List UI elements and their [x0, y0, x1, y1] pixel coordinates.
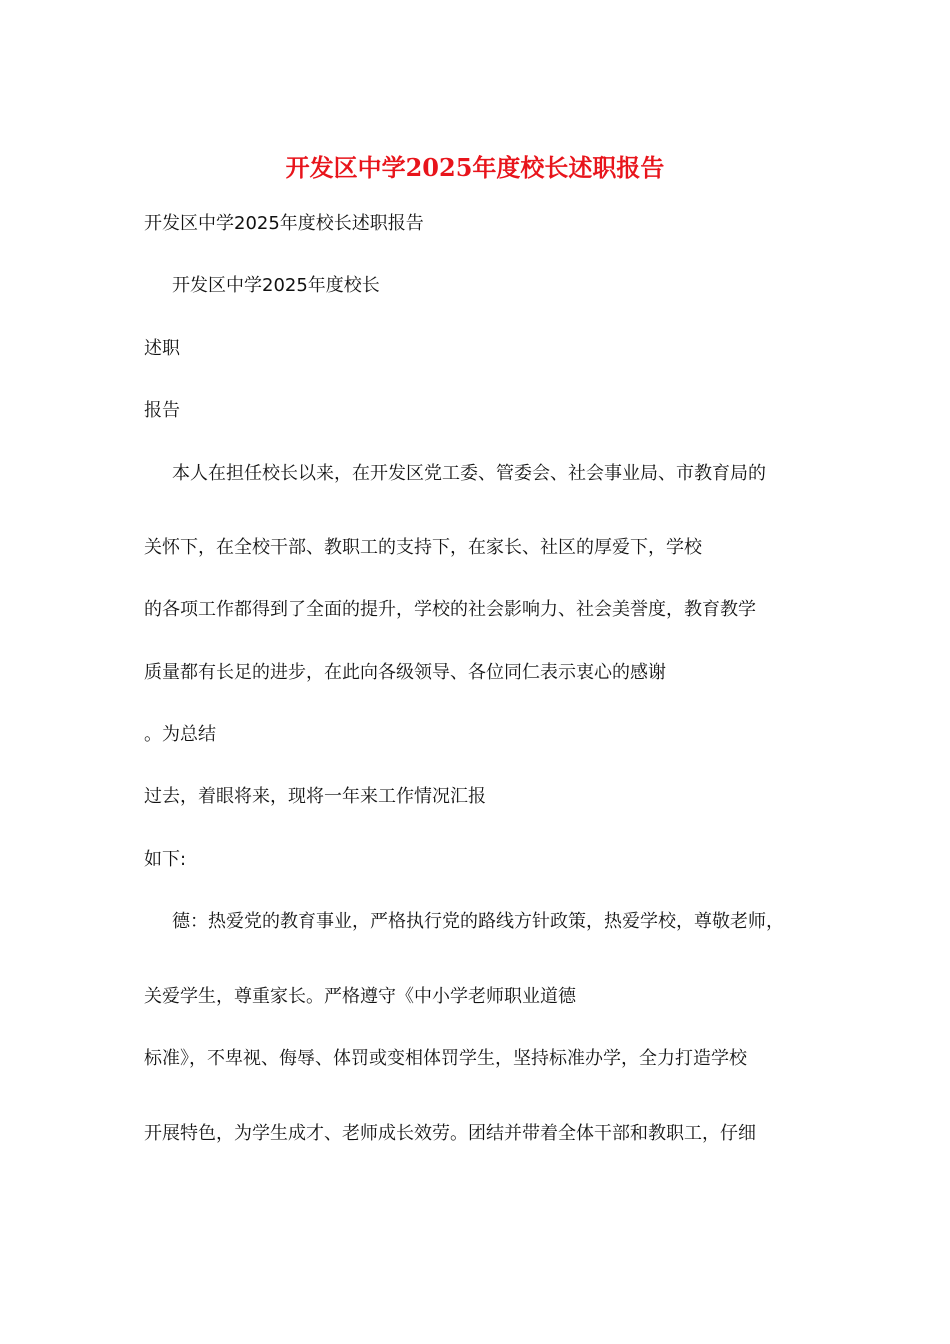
- document-title: 开发区中学2025年度校长述职报告: [285, 153, 665, 182]
- body-line: 本人在担任校长以来，在开发区党工委、管委会、社会事业局、市教育局的: [172, 463, 766, 484]
- body-line: 质量都有长足的进步，在此向各级领导、各位同仁表示衷心的感谢: [144, 662, 666, 683]
- body-line: 开发区中学2025年度校长: [172, 275, 380, 296]
- body-line: 开发区中学2025年度校长述职报告: [144, 213, 424, 234]
- body-line: 关爱学生，尊重家长。严格遵守《中小学老师职业道德: [144, 986, 576, 1007]
- body-line: 的各项工作都得到了全面的提升，学校的社会影响力、社会美誉度，教育教学: [144, 599, 756, 620]
- body-line: 关怀下，在全校干部、教职工的支持下，在家长、社区的厚爱下，学校: [144, 537, 702, 558]
- body-line: 如下:: [144, 849, 187, 870]
- body-line: 。为总结: [144, 724, 216, 745]
- body-line: 述职: [144, 338, 180, 359]
- body-line: 标准》，不卑视、侮辱、体罚或变相体罚学生，坚持标准办学，全力打造学校: [144, 1048, 747, 1069]
- body-line: 过去，着眼将来，现将一年来工作情况汇报: [144, 786, 486, 807]
- body-line: 报告: [144, 400, 180, 421]
- body-line: 开展特色，为学生成才、老师成长效劳。团结并带着全体干部和教职工，仔细: [144, 1123, 756, 1144]
- body-line: 德：热爱党的教育事业，严格执行党的路线方针政策，热爱学校，尊敬老师，: [172, 911, 784, 932]
